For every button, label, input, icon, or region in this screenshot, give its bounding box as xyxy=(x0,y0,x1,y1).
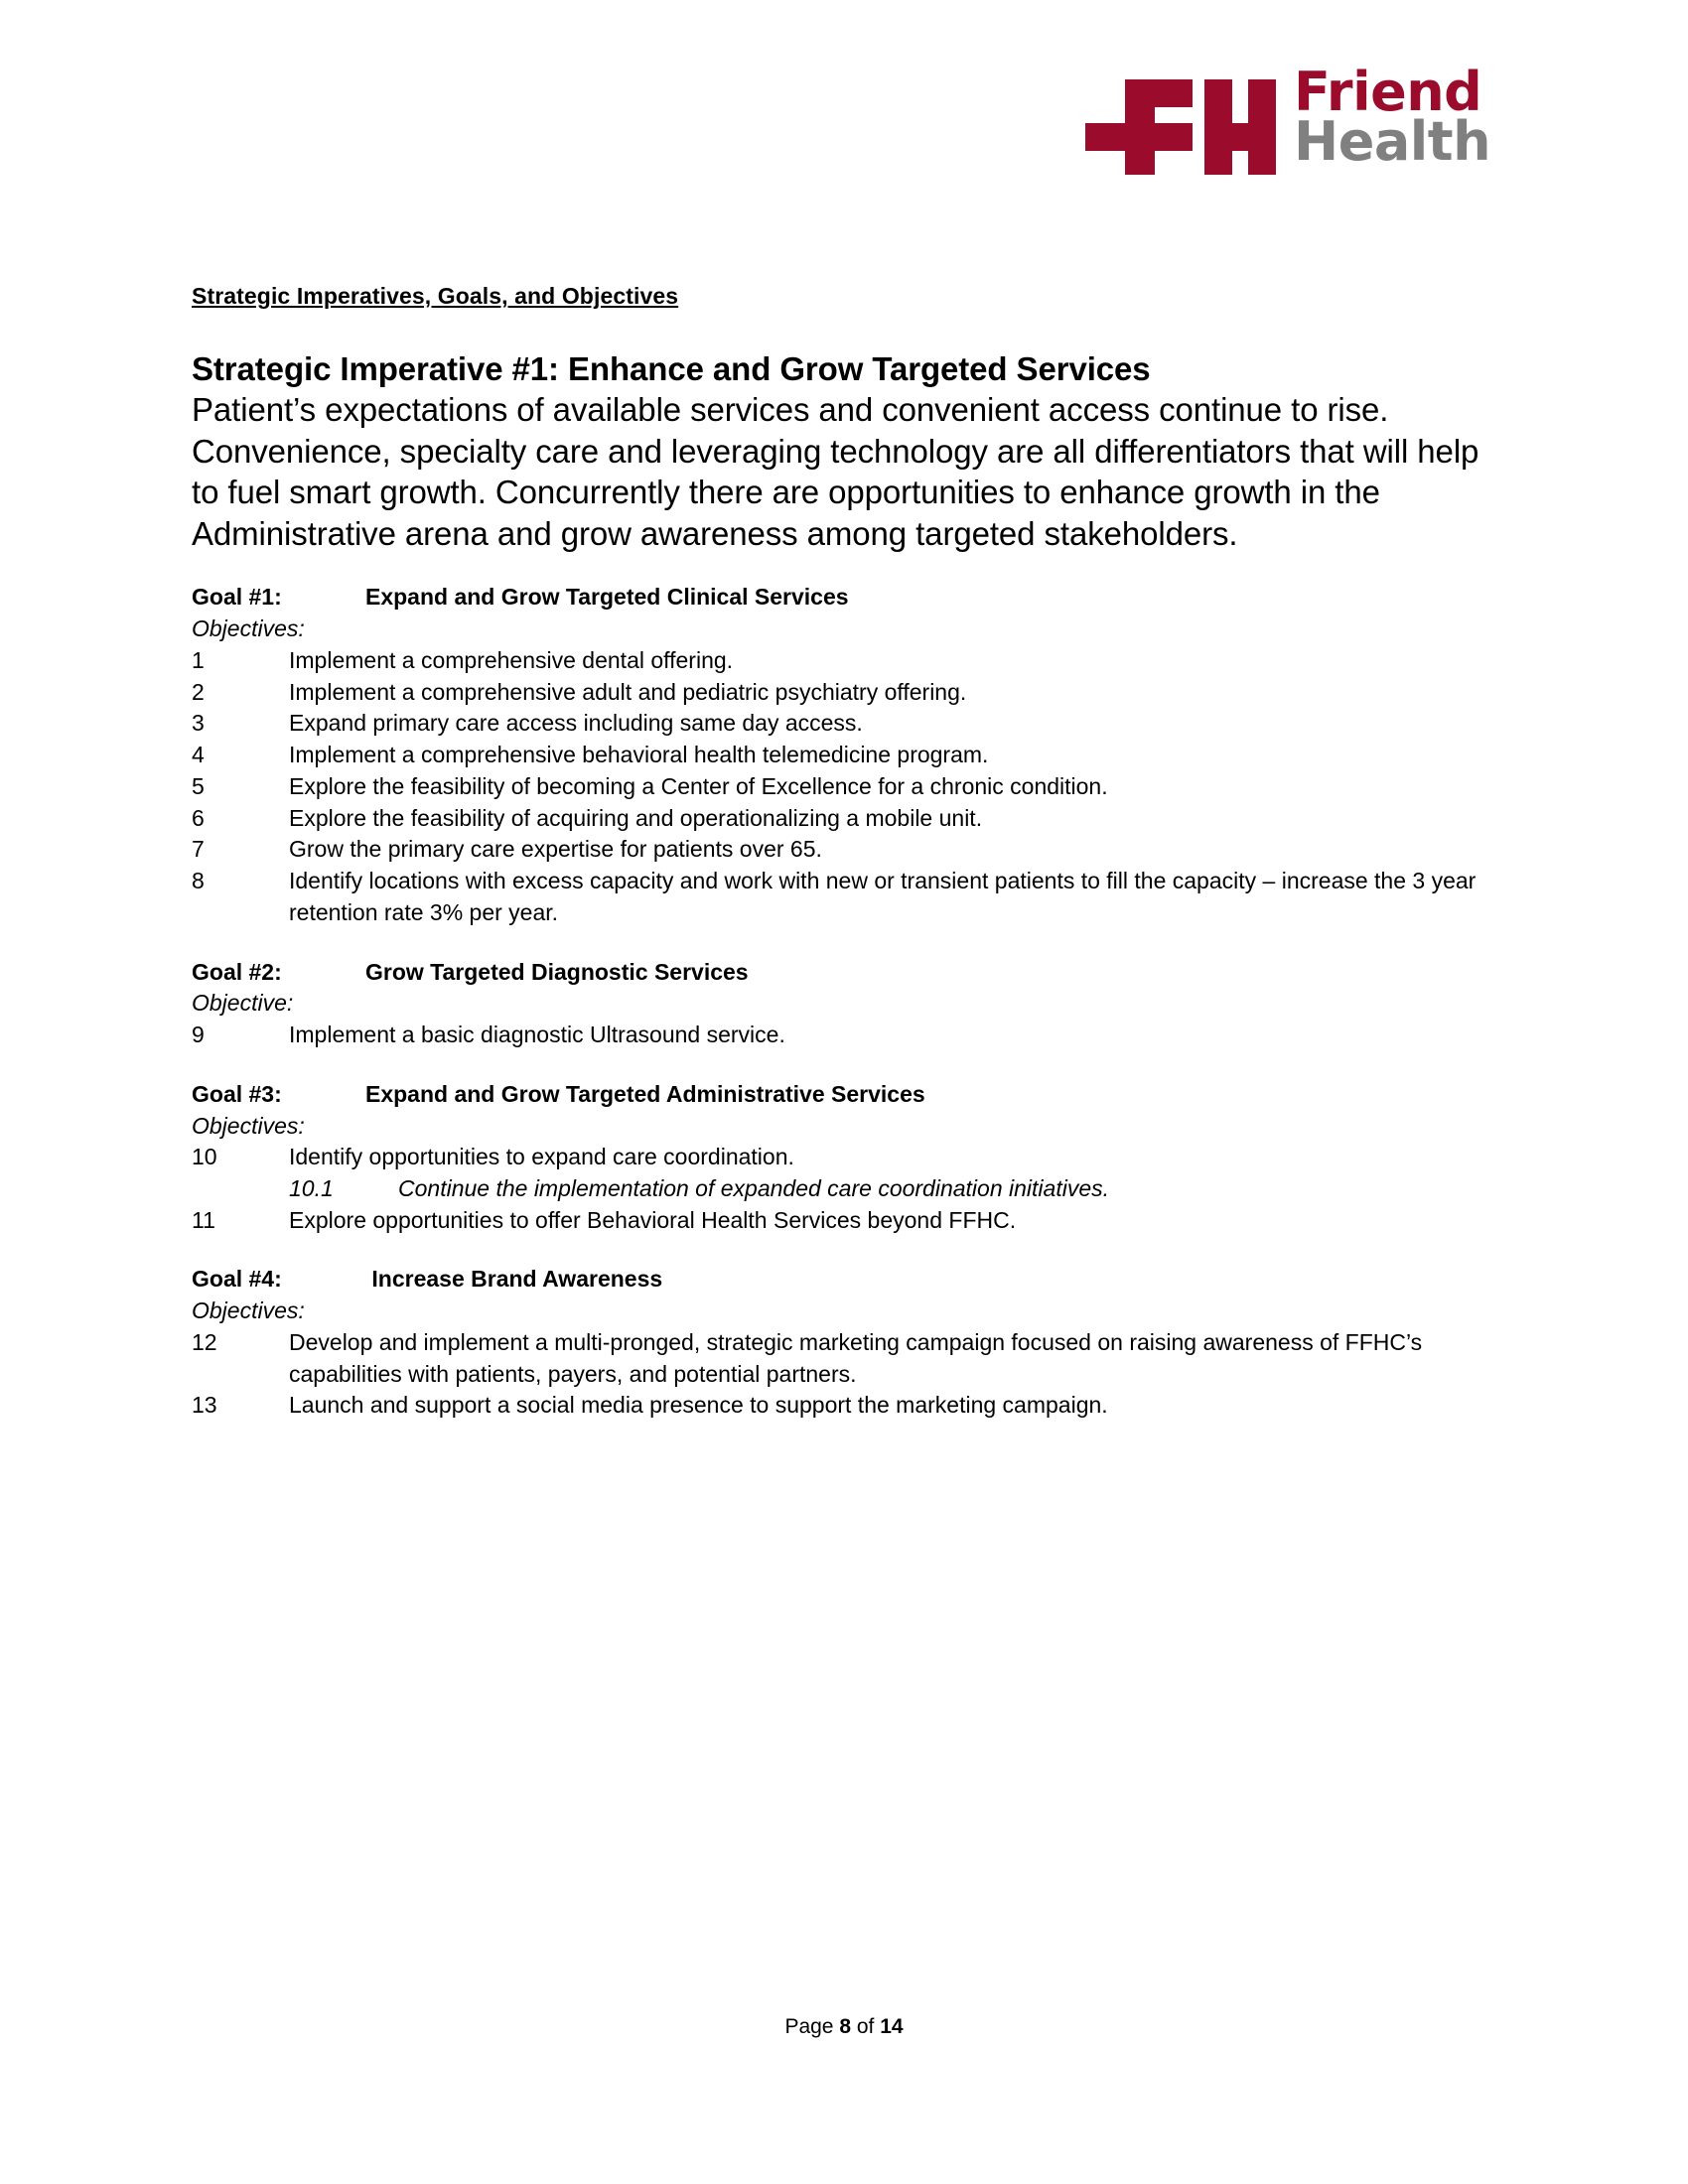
goal-label-3: Goal #3: xyxy=(192,1080,282,1107)
objectives-label-1: Objectives: xyxy=(192,615,305,642)
goal-heading-4 xyxy=(192,1264,1482,1296)
list-item xyxy=(192,1142,1482,1173)
objective-text: Explore opportunities to offer Behavioral Health Services beyond FFHC. xyxy=(289,1206,1017,1233)
list-item-sub xyxy=(192,1173,1482,1205)
objective-list-4 xyxy=(192,1327,1482,1422)
logo-word-friend: Friend xyxy=(1294,61,1482,123)
goal-block-3 xyxy=(192,1079,1482,1237)
goal-block-1 xyxy=(192,582,1482,928)
objectives-label-3: Objectives: xyxy=(192,1112,305,1139)
objective-number: 6 xyxy=(192,804,205,831)
goal-label-4: Goal #4: xyxy=(192,1266,282,1293)
objective-number: 13 xyxy=(192,1392,217,1419)
section-heading: Strategic Imperatives, Goals, and Objectives xyxy=(192,283,679,309)
objective-text: Launch and support a social media presence to support the marketing campaign. xyxy=(289,1392,1108,1419)
logo-wordmark xyxy=(1294,58,1491,173)
objective-text: Identify locations with excess capacity and work with new or transient patients to fill the capacity – increase the 3 year retention rate 3% per year. xyxy=(289,868,1477,925)
objective-number: 8 xyxy=(192,868,205,894)
objective-text: Implement a comprehensive adult and pediatric psychiatry offering. xyxy=(289,678,967,705)
objectives-label-2: Objective: xyxy=(192,990,294,1017)
list-item xyxy=(192,708,1482,740)
list-item xyxy=(192,740,1482,771)
fh-cross-monogram-icon xyxy=(1077,58,1286,175)
objective-number: 4 xyxy=(192,742,205,768)
objective-number: 3 xyxy=(192,710,205,737)
goal-title-2: Grow Targeted Diagnostic Services xyxy=(365,958,749,985)
list-item xyxy=(192,1390,1482,1422)
goal-heading-3 xyxy=(192,1079,1482,1111)
objective-text: Implement a basic diagnostic Ultrasound service. xyxy=(289,1022,785,1048)
goal-block-4 xyxy=(192,1264,1482,1422)
objective-text: Continue the implementation of expanded care coordination initiatives. xyxy=(398,1174,1109,1201)
goal-heading-2 xyxy=(192,957,1482,989)
objectives-label-4: Objectives: xyxy=(192,1297,305,1324)
imperative-body: Patient’s expectations of available services and convenient access continue to rise. Convenience, specialty care and leveraging technology are all differentiators that will help to fuel smart growth. Concurrently there are opportunities to enhance growth in the Administrative arena and grow awareness among targeted stakeholders. xyxy=(192,391,1479,552)
footer-page-number: 8 xyxy=(839,2015,852,2038)
objective-text: Explore the feasibility of becoming a Center of Excellence for a chronic condition. xyxy=(289,772,1108,799)
objective-number: 10.1 xyxy=(289,1174,334,1201)
list-item xyxy=(192,677,1482,709)
list-item xyxy=(192,645,1482,677)
list-item xyxy=(192,771,1482,803)
list-item xyxy=(192,1020,1482,1051)
objective-number: 7 xyxy=(192,836,205,863)
objective-number: 11 xyxy=(192,1206,215,1233)
objective-text: Identify opportunities to expand care coordination. xyxy=(289,1144,794,1170)
objective-number: 1 xyxy=(192,646,205,673)
objective-list-2 xyxy=(192,1020,1482,1051)
objective-number: 5 xyxy=(192,772,205,799)
objective-list-3 xyxy=(192,1142,1482,1236)
page-footer xyxy=(0,2015,1688,2039)
list-item xyxy=(192,1327,1482,1390)
friend-health-logo xyxy=(1077,58,1494,177)
objective-number: 9 xyxy=(192,1022,205,1048)
goal-title-4: Increase Brand Awareness xyxy=(365,1266,663,1293)
objective-list-1 xyxy=(192,645,1482,929)
objective-text: Grow the primary care expertise for patients over 65. xyxy=(289,836,822,863)
list-item xyxy=(192,866,1482,928)
goal-block-2 xyxy=(192,957,1482,1051)
objective-number: 2 xyxy=(192,678,205,705)
list-item xyxy=(192,1205,1482,1237)
list-item xyxy=(192,834,1482,866)
objective-text: Expand primary care access including same day access. xyxy=(289,710,863,737)
goal-title-3: Expand and Grow Targeted Administrative Services xyxy=(365,1080,925,1107)
goal-label-1: Goal #1: xyxy=(192,584,282,611)
list-item xyxy=(192,803,1482,835)
goal-heading-1 xyxy=(192,582,1482,614)
footer-total-pages: 14 xyxy=(880,2015,904,2038)
objective-text: Implement a comprehensive dental offering. xyxy=(289,646,734,673)
objective-number: 12 xyxy=(192,1328,217,1355)
document-content xyxy=(192,283,1482,1422)
footer-middle: of xyxy=(851,2015,881,2038)
objective-text: Implement a comprehensive behavioral health telemedicine program. xyxy=(289,742,989,768)
objective-number: 10 xyxy=(192,1144,217,1170)
objective-text: Develop and implement a multi-pronged, strategic marketing campaign focused on raising awareness of FFHC’s capabilities with patients, payers, and potential partners. xyxy=(289,1328,1423,1387)
objective-text: Explore the feasibility of acquiring and operationalizing a mobile unit. xyxy=(289,804,983,831)
goal-title-1: Expand and Grow Targeted Clinical Services xyxy=(365,584,849,611)
imperative-title: Strategic Imperative #1: Enhance and Grow Targeted Services xyxy=(192,349,1151,387)
footer-prefix: Page xyxy=(784,2015,840,2038)
logo-word-health: Health xyxy=(1294,109,1491,173)
goal-label-2: Goal #2: xyxy=(192,958,282,985)
